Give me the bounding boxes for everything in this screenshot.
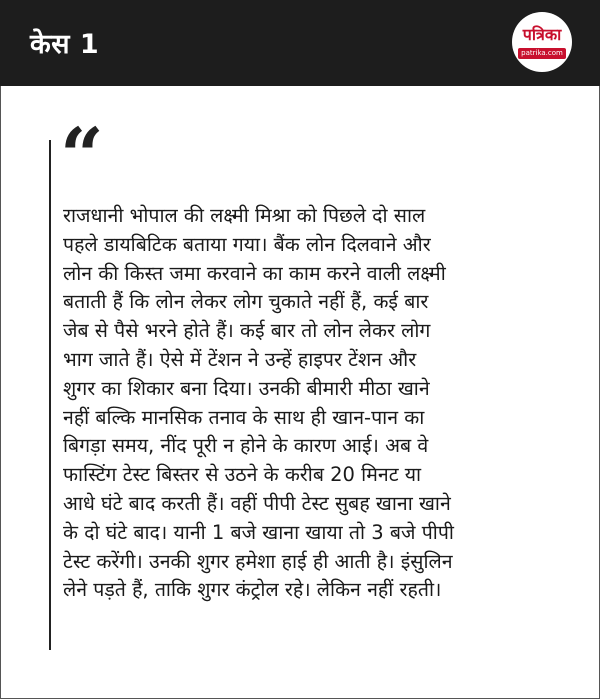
quote-line: बताती हैं कि लोन लेकर लोग चुकाते नहीं हैं, कई बार [63, 290, 429, 314]
page-title: केस 1 [30, 29, 100, 60]
quote-line: नहीं बल्कि मानसिक तनाव के साथ ही खान-पान का [63, 405, 425, 429]
quote-line: आधे घंटे बाद करती हैं। वहीं पीपी टेस्ट सुबह खाना खाने [63, 491, 451, 515]
patrika-logo [512, 12, 572, 72]
logo-wordmark: पत्रिका [522, 25, 562, 44]
quote-line: भाग जाते हैं। ऐसे में टेंशन ने उन्हें हाइपर टेंशन और [63, 347, 417, 371]
quote-line: राजधानी भोपाल की लक्ष्मी मिश्रा को पिछले दो साल [63, 204, 426, 227]
quote-line: पहले डायबिटिक बताया गया। बैंक लोन दिलवाने और [63, 232, 431, 256]
quote-line: शुगर का शिकार बना दिया। उनकी बीमारी मीठा खाने [63, 376, 430, 400]
quote-line: लोन की किस्त जमा करवाने का काम करने वाली लक्ष्मी [63, 261, 446, 285]
quote-bar [49, 140, 51, 650]
header-bar [0, 0, 600, 86]
quote-line: बिगड़ा समय, नींद पूरी न होने के कारण आई। अब वे [63, 434, 429, 458]
quote-mark-icon: “ [60, 111, 104, 200]
quote-line: टेस्ट करेंगी। उनकी शुगर हमेशा हाई ही आती है। इंसुलिन [63, 549, 453, 573]
quote-line: लेने पड़ते हैं, ताकि शुगर कंट्रोल रहे। लेकिन नहीं रहती। [63, 578, 442, 602]
logo-url: patrika.com [518, 48, 566, 59]
quote-line: के दो घंटे बाद। यानी 1 बजे खाना खाया तो 3 बजे पीपी [63, 520, 454, 544]
quote-body [63, 202, 553, 605]
quote-line: फास्टिंग टेस्ट बिस्तर से उठने के करीब 20 मिनट या [63, 463, 422, 487]
quote-line: जेब से पैसे भरने होते हैं। कई बार तो लोन लेकर लोग [63, 319, 431, 343]
